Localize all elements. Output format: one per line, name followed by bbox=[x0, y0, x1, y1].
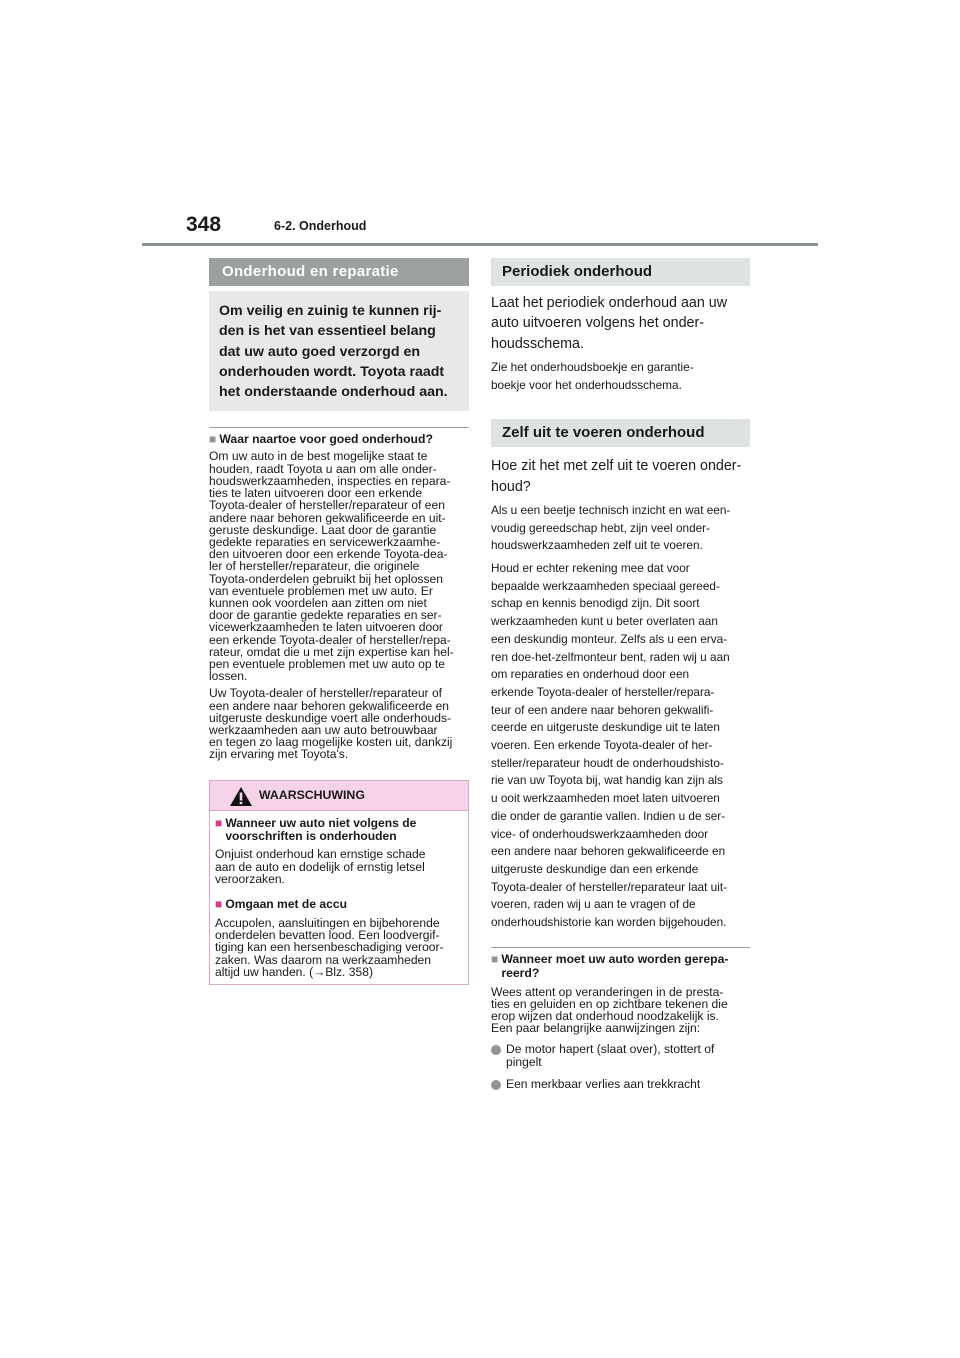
subsection-heading-text: Wanneer moet uw auto worden gerepa- reerd? bbox=[501, 951, 729, 980]
paragraph: Wees attent op veranderingen in de presta- ties en geluiden en op zichtbare tekenen die erop wijzen dat onderhoud noodzakelijk is. Een paar belangrijke aanwijzingen zijn: bbox=[491, 984, 728, 1036]
warning-item-heading bbox=[215, 817, 463, 844]
warning-item-heading-text: Wanneer uw auto niet volgens de voorschriften is onderhouden bbox=[225, 815, 417, 843]
warning-title: WAARSCHUWING bbox=[259, 787, 365, 802]
page-number: 348 bbox=[186, 213, 222, 236]
list-item bbox=[491, 1043, 750, 1070]
intro-box bbox=[209, 291, 469, 411]
paragraph: Zie het onderhoudsboekje en garantie- boekje voor het onderhoudsschema. bbox=[491, 359, 694, 392]
section-title-zelf-onderhoud: Zelf uit te voeren onderhoud bbox=[491, 419, 750, 447]
warning-item-heading bbox=[215, 898, 463, 911]
square-bullet-icon: ■ bbox=[215, 815, 223, 830]
paragraph: Om uw auto in de best mogelijke staat te houden, raadt Toyota u aan om alle onder- houdswerkzaamheden, inspecties en repara- ties te laten uitvoeren door een erkende Toyota-dealer of hersteller/reparateur of een andere naar behoren gekwalificeerde en uit- geruste deskundige. Laat door de garantie gedekte reparaties en servicewerkzaamhe- den uitvoeren door een erkende Toyota-dea- ler of hersteller/reparateur, die originele Toyota-onderdelen gebruikt bij het oplossen van eventuele problemen met uw auto. Er kunnen ook voordelen aan zitten om niet door de garantie gedekte reparaties en ser- vicewerkzaamheden te laten uitvoeren door een erkende Toyota-dealer of hersteller/repa- rateur, omdat die u met zijn expertise kan hel- pen eventuele problemen met uw auto op te lossen. bbox=[209, 449, 454, 684]
round-bullet-icon bbox=[491, 1045, 501, 1055]
section-title-onderhoud-reparatie: Onderhoud en reparatie bbox=[209, 258, 469, 286]
square-bullet-icon: ■ bbox=[215, 897, 223, 912]
paragraph: Houd er echter rekening mee dat voor bepaalde werkzaamheden speciaal gereed- schap en kennis benodigd zijn. Dit soort werkzaamheden kunt u beter overlaten aan een deskundig monteur. Zelfs als u een erva- ren doe-het-zelfmonteur bent, raden wij u aan om reparaties en onderhoud door een erkende Toyota-dealer of hersteller/repara- teur of een andere naar behoren gekwalifi- ceerde en uitgeruste deskundige uit te laten voeren. Een erkende Toyota-dealer of her- steller/reparateur houdt de onderhoudshisto- rie van uw Toyota bij, wat handig kan zijn als u ooit werkzaamheden moet laten uitvoeren die onder de garantie vallen. Indien u de ser- vice- of onderhoudswerkzaamheden door een andere naar behoren gekwalificeerde en uitgeruste deskundige dan een erkende Toyota-dealer of hersteller/reparateur laat uit- voeren, raden wij u aan te vragen of de onderhoudshistorie kan worden bijgehouden. bbox=[491, 561, 730, 930]
round-bullet-icon bbox=[491, 1080, 501, 1090]
lead-text: Laat het periodiek onderhoud aan uw auto uitvoeren volgens het onder- houdsschema. bbox=[491, 295, 728, 352]
warning-box bbox=[209, 780, 469, 986]
paragraph: Uw Toyota-dealer of hersteller/reparateur of een andere naar behoren gekwalificeerde en uitgeruste deskundige voert alle onderhouds- werkzaamheden aan uw auto betrouwbaar en tegen zo laag mogelijke kosten uit, dankzij zijn ervaring met Toyota's. bbox=[209, 686, 453, 762]
section-reference: 6-2. Onderhoud bbox=[274, 219, 367, 233]
subsection-divider bbox=[491, 947, 750, 948]
square-bullet-icon: ■ bbox=[491, 951, 499, 966]
list-item-text: Een merkbaar verlies aan trekkracht bbox=[506, 1076, 701, 1091]
section-title-periodiek-onderhoud: Periodiek onderhoud bbox=[491, 258, 750, 286]
list-item-text: De motor hapert (slaat over), stottert of pingelt bbox=[506, 1041, 715, 1070]
warning-body bbox=[210, 811, 468, 985]
warning-item-heading-text: Omgaan met de accu bbox=[225, 897, 347, 912]
square-bullet-icon: ■ bbox=[209, 432, 217, 447]
list-item bbox=[491, 1078, 750, 1092]
warning-item-text: Onjuist onderhoud kan ernstige schade aan de auto en dodelijk of ernstig letsel veroorzaken. bbox=[215, 847, 426, 886]
lead-text: Hoe zit het met zelf uit te voeren onder- houd? bbox=[491, 458, 742, 495]
subsection-heading bbox=[209, 432, 469, 446]
paragraph: Als u een beetje technisch inzicht en wat een- voudig gereedschap hebt, zijn veel onder- houdswerkzaamheden zelf uit te voeren. bbox=[491, 502, 731, 553]
warning-item-text: Accupolen, aansluitingen en bijbehorende onderdelen bevatten lood. Een loodvergif- tiging kan een hersenbeschadiging veroor- zaken. Was daarom na werkzaamheden altijd uw handen. (→Blz. 358) bbox=[215, 915, 444, 979]
left-column bbox=[209, 258, 469, 985]
subsection-heading-text: Waar naartoe voor goed onderhoud? bbox=[219, 432, 433, 447]
warning-header bbox=[210, 781, 468, 811]
warning-triangle-icon bbox=[229, 786, 253, 807]
header-divider bbox=[142, 243, 818, 246]
intro-text: Om veilig en zuinig te kunnen rij- den is het van essentieel belang dat uw auto goed verzorgd en onderhouden wordt. Toyota raadt het onderstaande onderhoud aan. bbox=[219, 303, 448, 401]
subsection-divider bbox=[209, 427, 469, 428]
subsection-heading bbox=[491, 952, 750, 980]
right-column bbox=[491, 258, 750, 1091]
